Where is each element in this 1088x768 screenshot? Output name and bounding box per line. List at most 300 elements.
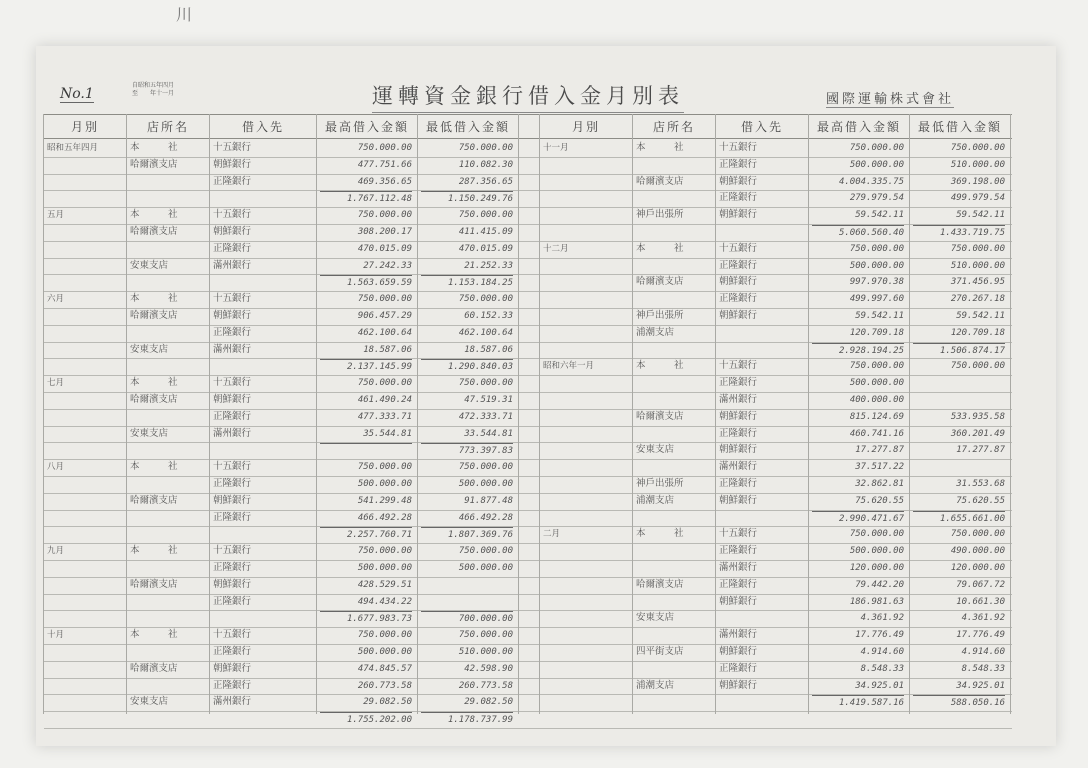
table-cell-bank: 朝鮮銀行 (719, 679, 758, 691)
table-cell-max-amount: 500.000.00 (849, 378, 904, 389)
table-cell-month (543, 275, 627, 289)
table-cell-store: 本 社 (130, 209, 178, 221)
table-cell-store: 浦潮支店 (636, 494, 675, 506)
table-cell-min-amount: 260.773.58 (458, 680, 513, 691)
table-cell-bank: 十五銀行 (213, 545, 252, 557)
table-cell-min-amount: 17.277.87 (956, 445, 1005, 456)
table-cell-store: 本 社 (130, 142, 178, 153)
table-cell-month (543, 695, 627, 709)
table-cell-store: 浦潮支店 (636, 679, 675, 691)
table-cell-store: 本 社 (636, 142, 684, 153)
table-cell-max-amount: 474.845.57 (357, 663, 412, 674)
table-cell-min-amount: 34.925.01 (956, 680, 1005, 691)
table-cell-max-amount: 2.257.760.71 (320, 527, 412, 542)
table-cell-month (47, 410, 121, 424)
table-cell-bank: 正隆銀行 (213, 646, 252, 657)
table-cell-min-amount: 270.267.18 (950, 294, 1005, 305)
column-divider (518, 114, 519, 714)
table-cell-max-amount: 18.587.06 (363, 344, 412, 355)
table-cell-store: 哈爾濱支店 (130, 578, 178, 590)
table-cell-month (47, 494, 121, 508)
table-cell-min-amount: 750.000.00 (458, 546, 513, 557)
table-cell-bank: 十五銀行 (719, 242, 758, 254)
table-cell-bank (213, 712, 311, 726)
table-cell-month (543, 427, 627, 441)
table-cell-min-amount: 4.361.92 (961, 613, 1005, 624)
period-stamp-line: 至 年十一月 (132, 90, 175, 97)
table-cell-store (130, 527, 204, 541)
table-cell-max-amount: 120.709.18 (849, 327, 904, 338)
table-cell-max-amount: 1.563.659.59 (320, 275, 412, 290)
table-cell-max-amount: 2.990.471.67 (812, 511, 904, 526)
table-cell-month (47, 645, 121, 659)
table-cell-store: 神戶出張所 (636, 478, 684, 489)
table-cell-min-amount: 120.000.00 (950, 563, 1005, 573)
table-cell-bank: 滿州銀行 (719, 562, 758, 573)
table-cell-bank: 正隆銀行 (213, 595, 252, 607)
table-cell-month (543, 611, 627, 625)
table-cell-month (47, 326, 121, 340)
table-cell-month (543, 511, 627, 525)
table-cell-min-amount: 466.492.28 (458, 512, 513, 523)
table-cell-max-amount: 906.457.29 (357, 311, 412, 321)
table-cell-min-amount: 47.519.31 (464, 395, 513, 405)
table-cell-store (130, 712, 204, 726)
table-cell-store: 本 社 (130, 377, 178, 389)
table-cell-max-amount: 4.004.335.75 (838, 176, 904, 187)
table-cell-month: 十月 (47, 630, 65, 641)
table-cell-bank: 十五銀行 (719, 528, 758, 540)
table-cell-bank (213, 611, 311, 625)
table-cell-store: 哈爾濱支店 (636, 276, 684, 288)
table-cell-bank: 正隆銀行 (213, 410, 252, 422)
table-cell-bank: 朝鮮銀行 (719, 646, 758, 657)
table-cell-max-amount: 750.000.00 (357, 546, 412, 557)
table-cell-month (47, 662, 121, 676)
table-cell-store (130, 511, 204, 525)
table-cell-month (543, 628, 627, 642)
table-cell-max-amount: 750.000.00 (357, 630, 412, 641)
table-cell-min-amount (421, 595, 513, 609)
table-cell-min-amount: 1.506.874.17 (913, 343, 1005, 358)
column-divider (126, 114, 127, 714)
table-cell-min-amount: 500.000.00 (458, 563, 513, 573)
table-cell-min-amount: 773.397.83 (421, 443, 513, 458)
table-cell-min-amount: 60.152.33 (464, 311, 513, 321)
table-cell-bank: 滿州銀行 (719, 461, 758, 473)
table-cell-month: 七月 (47, 378, 65, 389)
table-cell-min-amount: 411.415.09 (458, 227, 513, 237)
table-cell-min-amount: 750.000.00 (950, 529, 1005, 540)
table-cell-bank: 正隆銀行 (213, 679, 252, 691)
table-cell-store (636, 292, 710, 306)
table-cell-store (130, 611, 204, 625)
table-cell-month (47, 695, 121, 709)
table-cell-month (47, 259, 121, 273)
table-cell-bank: 正隆銀行 (719, 662, 758, 674)
column-header-min-amount: 最低借入金額 (425, 120, 510, 134)
table-cell-max-amount: 428.529.51 (357, 579, 412, 590)
table-cell-min-amount (421, 578, 513, 592)
table-cell-bank: 十五銀行 (213, 142, 252, 153)
table-cell-min-amount: 33.544.81 (464, 428, 513, 439)
table-cell-month (543, 175, 627, 189)
table-cell-month (543, 662, 627, 676)
table-cell-max-amount: 59.542.11 (855, 210, 904, 221)
table-cell-max-amount: 1.677.983.73 (320, 611, 412, 626)
table-cell-max-amount: 2.137.145.99 (320, 359, 412, 374)
column-divider (808, 114, 809, 714)
table-cell-min-amount: 29.082.50 (464, 697, 513, 708)
column-divider (632, 114, 633, 714)
table-cell-min-amount: 120.709.18 (950, 327, 1005, 338)
table-cell-bank (719, 225, 803, 239)
table-cell-month (543, 309, 627, 323)
table-cell-bank: 正隆銀行 (719, 192, 758, 204)
period-stamp-line: 自昭和五年四月 (132, 82, 175, 89)
table-cell-max-amount: 4.361.92 (860, 613, 904, 624)
table-cell-max-amount: 8.548.33 (860, 663, 904, 674)
table-cell-min-amount: 510.000.00 (950, 260, 1005, 271)
table-cell-min-amount: 750.000.00 (458, 294, 513, 305)
table-cell-bank: 滿州銀行 (719, 394, 758, 405)
table-cell-min-amount: 588.050.16 (913, 695, 1005, 710)
table-cell-month (543, 225, 627, 239)
table-cell-min-amount: 17.776.49 (956, 630, 1005, 641)
table-cell-store: 本 社 (130, 545, 178, 557)
table-cell-store: 哈爾濱支店 (130, 226, 178, 237)
table-cell-min-amount: 1.153.184.25 (421, 275, 513, 290)
table-cell-bank: 十五銀行 (213, 461, 252, 473)
table-cell-max-amount: 17.776.49 (855, 630, 904, 641)
column-header-max-amount: 最高借入金額 (324, 120, 409, 134)
table-cell-month: 五月 (47, 210, 65, 221)
table-cell-store: 本 社 (130, 629, 178, 641)
table-cell-bank: 朝鮮銀行 (213, 394, 252, 405)
table-cell-max-amount: 500.000.00 (849, 546, 904, 557)
table-cell-month (543, 191, 627, 205)
table-cell-bank: 滿州銀行 (213, 343, 252, 355)
table-cell-store: 哈爾濱支店 (636, 410, 684, 422)
table-cell-min-amount: 750.000.00 (950, 243, 1005, 254)
table-cell-bank (213, 359, 311, 373)
column-divider (909, 114, 910, 714)
table-cell-min-amount: 8.548.33 (961, 663, 1005, 674)
ruled-line (44, 728, 1012, 729)
table-cell-bank: 正隆銀行 (719, 545, 758, 557)
table-cell-max-amount: 186.981.63 (849, 596, 904, 607)
table-cell-max-amount: 750.000.00 (357, 462, 412, 473)
table-cell-store (636, 225, 710, 239)
table-cell-max-amount: 35.544.81 (363, 428, 412, 439)
table-cell-max-amount: 750.000.00 (849, 529, 904, 540)
table-cell-store: 哈爾濱支店 (130, 310, 178, 321)
table-cell-month (47, 175, 121, 189)
table-cell-bank (719, 343, 803, 357)
table-cell-max-amount: 32.862.81 (855, 479, 904, 489)
column-header-month: 月別 (70, 120, 99, 134)
table-cell-min-amount: 499.979.54 (950, 193, 1005, 204)
table-cell-bank (719, 611, 803, 625)
table-cell-max-amount: 815.124.69 (849, 411, 904, 422)
table-cell-month (543, 208, 627, 222)
table-cell-max-amount: 34.925.01 (855, 680, 904, 691)
table-cell-min-amount: 110.082.30 (458, 159, 513, 170)
document-title: 運轉資金銀行借入金月別表 (372, 80, 684, 113)
table-cell-min-amount: 1.178.737.99 (421, 712, 513, 727)
table-cell-min-amount: 42.598.90 (464, 663, 513, 674)
table-cell-bank: 十五銀行 (213, 293, 252, 305)
ruled-line (44, 138, 1012, 139)
table-cell-month (47, 578, 121, 592)
top-pencil-mark: 川 (176, 5, 193, 24)
table-cell-month (47, 477, 121, 491)
table-cell-month: 十一月 (543, 143, 569, 153)
table-cell-min-amount (913, 393, 1005, 407)
table-cell-max-amount: 279.979.54 (849, 193, 904, 204)
table-cell-store (130, 443, 204, 457)
table-cell-min-amount: 462.100.64 (458, 327, 513, 338)
table-cell-month (543, 443, 627, 457)
table-cell-min-amount: 287.356.65 (458, 176, 513, 187)
table-cell-min-amount: 490.000.00 (950, 546, 1005, 557)
table-cell-min-amount: 510.000.00 (950, 159, 1005, 170)
table-cell-max-amount: 494.434.22 (357, 596, 412, 607)
table-cell-month (47, 242, 121, 256)
table-cell-bank: 十五銀行 (213, 377, 252, 389)
table-cell-store: 本 社 (636, 528, 684, 540)
table-cell-min-amount: 4.914.60 (961, 647, 1005, 657)
table-cell-max-amount: 59.542.11 (855, 311, 904, 321)
table-cell-min-amount: 1.290.840.03 (421, 359, 513, 374)
column-header-max-amount: 最高借入金額 (816, 120, 901, 134)
table-cell-max-amount: 750.000.00 (357, 210, 412, 221)
table-cell-store: 安東支店 (636, 612, 675, 624)
table-cell-month (47, 511, 121, 525)
table-cell-min-amount: 1.807.369.76 (421, 527, 513, 542)
column-header-store: 店所名 (146, 120, 189, 134)
table-cell-month (47, 191, 121, 205)
table-cell-min-amount: 21.252.33 (464, 260, 513, 271)
column-divider (1010, 114, 1011, 714)
table-cell-store (636, 628, 710, 642)
table-cell-store (636, 158, 710, 172)
table-cell-max-amount: 541.299.48 (357, 495, 412, 506)
table-cell-store: 安東支店 (636, 444, 675, 456)
table-cell-month (543, 645, 627, 659)
table-cell-month: 昭和六年一月 (543, 361, 595, 372)
table-cell-bank: 朝鮮銀行 (719, 410, 758, 422)
table-cell-bank: 正隆銀行 (719, 427, 758, 439)
table-cell-store: 本 社 (636, 242, 684, 254)
table-cell-store: 安東支店 (130, 259, 169, 271)
table-cell-min-amount: 1.433.719.75 (913, 225, 1005, 240)
table-cell-min-amount (913, 376, 1005, 390)
table-cell-store (130, 595, 204, 609)
table-cell-bank (719, 695, 803, 709)
table-cell-max-amount: 29.082.50 (363, 697, 412, 708)
table-cell-month (47, 679, 121, 693)
table-cell-store (636, 191, 710, 205)
table-cell-store: 哈爾濱支店 (636, 578, 684, 590)
table-cell-store (636, 460, 710, 474)
column-divider (417, 114, 418, 714)
table-cell-store: 本 社 (130, 461, 178, 473)
table-cell-min-amount: 533.935.58 (950, 411, 1005, 422)
table-cell-min-amount: 91.877.48 (464, 495, 513, 506)
table-cell-bank: 十五銀行 (213, 209, 252, 221)
table-cell-store (636, 343, 710, 357)
table-cell-store: 哈爾濱支店 (130, 158, 178, 170)
table-cell-min-amount: 18.587.06 (464, 344, 513, 355)
table-cell-max-amount: 499.997.60 (849, 294, 904, 305)
column-header-month: 月別 (571, 120, 600, 134)
table-cell-store (130, 561, 204, 575)
table-cell-month (47, 158, 121, 172)
table-cell-min-amount: 75.620.55 (956, 495, 1005, 506)
company-name: 國際運輸株式會社 (826, 88, 954, 108)
table-cell-month (47, 343, 121, 357)
table-cell-max-amount: 750.000.00 (357, 378, 412, 389)
table-cell-month (543, 376, 627, 390)
column-divider (316, 114, 317, 714)
table-cell-bank: 正隆銀行 (213, 326, 252, 338)
table-cell-month (543, 494, 627, 508)
table-cell-month (47, 275, 121, 289)
table-cell-month (543, 292, 627, 306)
table-cell-max-amount: 750.000.00 (357, 294, 412, 305)
table-cell-bank: 滿州銀行 (213, 696, 252, 708)
table-cell-bank: 朝鮮銀行 (719, 175, 758, 187)
table-cell-max-amount: 1.767.112.48 (320, 191, 412, 206)
table-cell-store: 浦潮支店 (636, 326, 675, 338)
table-cell-month (47, 427, 121, 441)
table-cell-max-amount: 17.277.87 (855, 445, 904, 456)
table-cell-store (636, 695, 710, 709)
table-cell-store: 神戶出張所 (636, 310, 684, 321)
table-cell-min-amount: 750.000.00 (950, 143, 1005, 153)
table-cell-store (636, 427, 710, 441)
table-cell-month (47, 359, 121, 373)
table-cell-bank: 正隆銀行 (213, 175, 252, 187)
table-cell-bank: 正隆銀行 (213, 478, 252, 489)
table-cell-min-amount: 59.542.11 (956, 311, 1005, 321)
table-cell-bank (719, 511, 803, 525)
table-cell-max-amount: 477.333.71 (357, 411, 412, 422)
column-divider (539, 114, 540, 714)
table-cell-month: 昭和五年四月 (47, 143, 99, 153)
table-cell-max-amount: 462.100.64 (357, 327, 412, 338)
table-cell-store: 哈爾濱支店 (636, 175, 684, 187)
table-cell-max-amount: 470.015.09 (357, 243, 412, 254)
table-cell-bank: 正隆銀行 (719, 377, 758, 389)
table-cell-max-amount: 4.914.60 (860, 647, 904, 657)
table-cell-bank: 朝鮮銀行 (213, 226, 252, 237)
table-cell-min-amount: 750.000.00 (458, 462, 513, 473)
table-cell-bank (213, 191, 311, 205)
table-cell-bank: 朝鮮銀行 (719, 595, 758, 607)
table-cell-max-amount: 37.517.22 (855, 462, 904, 473)
table-cell-month: 六月 (47, 294, 65, 305)
table-cell-min-amount: 750.000.00 (458, 630, 513, 641)
column-header-min-amount: 最低借入金額 (917, 120, 1002, 134)
table-cell-min-amount: 59.542.11 (956, 210, 1005, 221)
table-cell-min-amount: 470.015.09 (458, 243, 513, 254)
sheet-number: No.1 (60, 86, 94, 102)
table-cell-max-amount: 500.000.00 (849, 159, 904, 170)
table-cell-store: 本 社 (636, 360, 684, 372)
table-cell-bank (213, 527, 311, 541)
table-cell-store (636, 561, 710, 575)
table-cell-bank: 十五銀行 (719, 142, 758, 153)
table-cell-month (543, 326, 627, 340)
ruled-line (44, 114, 1012, 115)
table-cell-min-amount: 700.000.00 (421, 611, 513, 626)
table-cell-bank: 朝鮮銀行 (719, 494, 758, 506)
period-stamp (132, 82, 174, 98)
table-cell-month (47, 712, 121, 726)
table-cell-month: 二月 (543, 529, 561, 540)
table-cell-month (543, 460, 627, 474)
table-cell-store (636, 595, 710, 609)
table-cell-max-amount: 997.970.38 (849, 277, 904, 288)
table-cell-month: 十二月 (543, 243, 569, 254)
table-cell-month (47, 527, 121, 541)
table-cell-store: 哈爾濱支店 (130, 662, 178, 674)
table-cell-month (47, 595, 121, 609)
table-cell-month (543, 259, 627, 273)
table-cell-min-amount: 1.655.661.00 (913, 511, 1005, 526)
table-cell-bank: 正隆銀行 (213, 511, 252, 523)
table-cell-max-amount: 5.060.560.40 (812, 225, 904, 240)
table-cell-max-amount: 460.741.16 (849, 428, 904, 439)
table-cell-max-amount: 500.000.00 (357, 479, 412, 489)
table-cell-store: 哈爾濱支店 (130, 494, 178, 506)
table-cell-bank: 正隆銀行 (719, 293, 758, 305)
table-cell-max-amount: 750.000.00 (849, 243, 904, 254)
table-cell-store (130, 191, 204, 205)
table-cell-min-amount (913, 460, 1005, 474)
table-cell-min-amount: 360.201.49 (950, 428, 1005, 439)
table-cell-min-amount: 472.333.71 (458, 411, 513, 422)
table-cell-min-amount: 79.067.72 (956, 579, 1005, 590)
table-cell-max-amount: 2.928.194.25 (812, 343, 904, 358)
table-cell-month (543, 343, 627, 357)
table-cell-month (47, 611, 121, 625)
table-cell-store (130, 242, 204, 256)
table-cell-max-amount: 750.000.00 (849, 143, 904, 153)
table-cell-month (543, 561, 627, 575)
table-cell-max-amount: 750.000.00 (849, 361, 904, 372)
table-cell-month (47, 309, 121, 323)
table-cell-month (543, 158, 627, 172)
table-cell-month (47, 225, 121, 239)
table-cell-max-amount (320, 443, 412, 458)
table-cell-month (543, 544, 627, 558)
table-cell-month (543, 410, 627, 424)
table-cell-bank (213, 275, 311, 289)
table-cell-month (47, 393, 121, 407)
table-cell-month (543, 578, 627, 592)
table-cell-month (543, 477, 627, 491)
table-cell-store (130, 359, 204, 373)
table-cell-max-amount: 500.000.00 (357, 563, 412, 573)
table-cell-store: 本 社 (130, 293, 178, 305)
table-cell-bank: 朝鮮銀行 (719, 209, 758, 221)
table-cell-bank: 正隆銀行 (719, 259, 758, 271)
table-cell-min-amount: 750.000.00 (458, 210, 513, 221)
table-cell-store: 四平街支店 (636, 646, 684, 657)
